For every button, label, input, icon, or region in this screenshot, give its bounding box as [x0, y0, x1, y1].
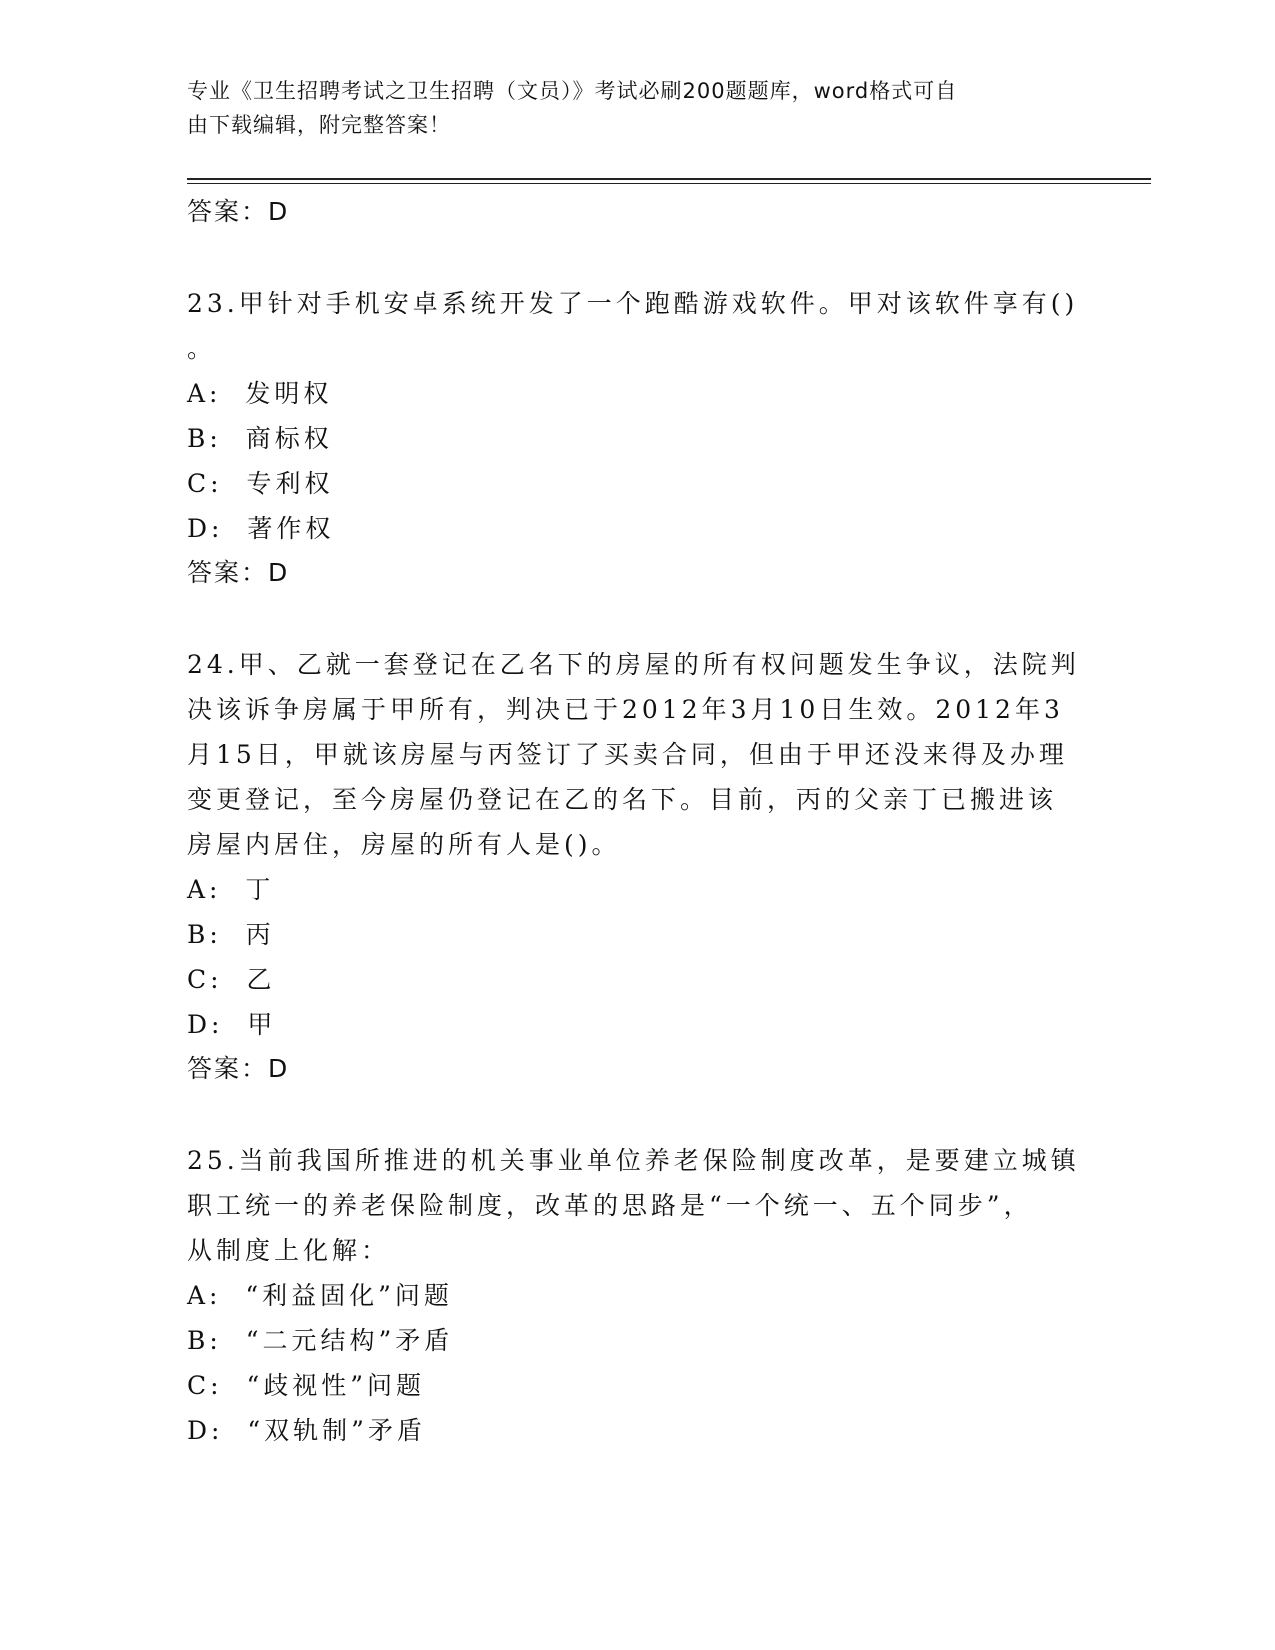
option-a: A: 发明权 — [187, 379, 333, 408]
option-a: A: 丁 — [187, 875, 275, 904]
option-a: A: “利益固化”问题 — [187, 1281, 453, 1310]
question-stem-line: 职工统一的养老保险制度，改革的思路是“一个统一、五个同步”， — [187, 1191, 1033, 1220]
question-23 — [187, 281, 1087, 595]
question-stem-line: 。 — [187, 334, 217, 363]
document-header — [187, 74, 1067, 142]
answer-line: 答案：D — [187, 1054, 290, 1083]
answer-line: 答案：D — [187, 197, 290, 226]
option-c: C: 乙 — [187, 965, 276, 994]
question-stem-line: 月15日，甲就该房屋与丙签订了买卖合同，但由于甲还没来得及办理 — [187, 740, 1068, 769]
question-stem-line: 变更登记，至今房屋仍登记在乙的名下。目前，丙的父亲丁已搬进该 — [187, 785, 1058, 814]
option-b: B: 丙 — [187, 920, 275, 949]
question-stem-line: 24.甲、乙就一套登记在乙名下的房屋的所有权问题发生争议，法院判 — [187, 650, 1080, 679]
question-stem-line: 房屋内居住，房屋的所有人是()。 — [187, 830, 621, 859]
spacer — [187, 234, 1087, 281]
question-stem-line: 决该诉争房属于甲所有，判决已于2012年3月10日生效。2012年3 — [187, 695, 1064, 724]
option-b: B: 商标权 — [187, 424, 333, 453]
question-stem-line: 25.当前我国所推进的机关事业单位养老保险制度改革，是要建立城镇 — [187, 1146, 1080, 1175]
question-24 — [187, 642, 1087, 1091]
spacer — [187, 595, 1087, 642]
option-d: D: “双轨制”矛盾 — [187, 1416, 426, 1445]
question-25 — [187, 1138, 1087, 1453]
header-line: 由下载编辑，附完整答案！ — [187, 113, 451, 137]
question-stem-line: 23.甲针对手机安卓系统开发了一个跑酷游戏软件。甲对该软件享有() — [187, 289, 1079, 318]
header-line: 专业《卫生招聘考试之卫生招聘（文员）》考试必刷200题题库，word格式可自 — [187, 79, 958, 103]
header-divider — [187, 178, 1151, 180]
spacer — [187, 1091, 1087, 1138]
answer-line: 答案：D — [187, 558, 290, 587]
header-divider-thin — [187, 183, 1151, 184]
option-c: C: 专利权 — [187, 469, 334, 498]
question-stem-line: 从制度上化解： — [187, 1236, 391, 1265]
question-list — [187, 190, 1087, 1453]
option-b: B: “二元结构”矛盾 — [187, 1326, 454, 1355]
option-c: C: “歧视性”问题 — [187, 1371, 426, 1400]
option-d: D: 著作权 — [187, 514, 335, 543]
option-d: D: 甲 — [187, 1010, 277, 1039]
